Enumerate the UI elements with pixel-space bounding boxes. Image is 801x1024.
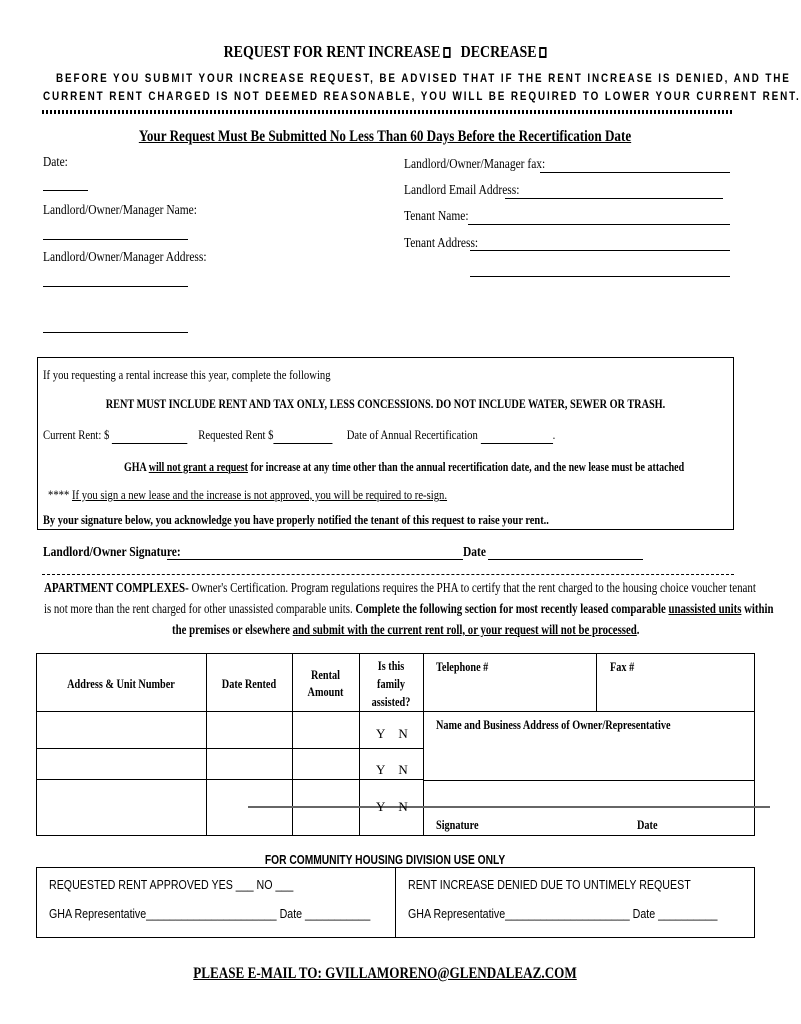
office-use-divider [395,867,396,938]
table-col-divider [423,653,424,836]
col-header-telephone: Telephone # [436,660,489,674]
tenant-name-field[interactable] [468,224,730,225]
email-instruction: PLEASE E-MAIL TO: GVILLAMORENO@GLENDALEAZ.COM [193,965,577,982]
gha-policy: GHA will not grant a request for increase at any time other than the annual recertification date, and the new lease must be attached [124,460,685,474]
landlord-address-field-1[interactable] [43,286,188,287]
gha-rep-right: GHA Representative_____________________ Date __________ [408,906,718,921]
requested-rent-field[interactable] [274,427,333,444]
warning-line-2: CURRENT RENT CHARGED IS NOT DEEMED REASONABLE, YOU WILL BE REQUIRED TO LOWER YOUR CURRENT RENT. [43,91,801,103]
assisted-yn-row-3[interactable]: Y N [376,799,408,814]
landlord-name-field[interactable] [43,239,188,240]
form-title [69,42,700,62]
increase-checkbox[interactable] [443,47,450,58]
recert-date-label: Date of Annual Recertification [346,427,478,442]
stray-line [248,806,770,808]
apartment-line-1: APARTMENT COMPLEXES- Owner's Certification. Program regulations requires the PHA to certify that the rent charged to the housing choice voucher tenant [44,580,756,595]
table-row-divider [36,779,423,780]
title-decrease-text: DECREASE [460,42,537,61]
col-header-date-rented: Date Rented [221,677,277,691]
landlord-address-label: Landlord/Owner/Manager Address: [43,250,207,265]
tenant-name-label: Tenant Name: [404,209,469,224]
requested-rent-label: Requested Rent $ [198,427,274,442]
table-col-divider [292,653,293,836]
landlord-fax-label: Landlord/Owner/Manager fax: [404,157,546,172]
col-header-family-1: Is this [377,659,405,673]
decrease-checkbox[interactable] [539,47,546,58]
landlord-email-label: Landlord Email Address: [404,183,520,198]
apartment-line-3: the premises or elsewhere and submit with the current rent roll, or your request will not be processed. [172,622,640,637]
owner-signature-label: Signature [436,818,479,832]
date-label: Date: [43,155,68,170]
warning-line-1: BEFORE YOU SUBMIT YOUR INCREASE REQUEST, BE ADVISED THAT IF THE RENT INCREASE IS DENIED, AND THE [56,73,791,85]
section-divider [42,574,734,575]
tenant-address-label: Tenant Address: [404,236,479,251]
tenant-address-field-1[interactable] [470,250,730,251]
current-rent-field[interactable] [112,427,187,444]
col-header-fax: Fax # [610,660,635,674]
date-field[interactable] [43,190,88,191]
owner-name-address-label: Name and Business Address of Owner/Representative [436,718,671,732]
approved-line: REQUESTED RENT APPROVED YES ___ NO ___ [49,877,294,892]
col-header-rental-2: Amount [307,685,344,699]
table-row-divider [423,780,755,781]
table-col-divider [596,653,597,711]
landlord-name-label: Landlord/Owner/Manager Name: [43,203,197,218]
gha-rep-left: GHA Representative______________________ Date ___________ [49,906,371,921]
assisted-yn-row-2[interactable]: Y N [376,762,408,777]
dotted-divider [42,110,734,114]
landlord-address-field-2[interactable] [43,332,188,333]
col-header-family-3: assisted? [371,695,411,709]
col-header-address: Address & Unit Number [67,677,175,691]
signature-date-field[interactable] [488,559,643,560]
landlord-signature-label: Landlord/Owner Signature: [43,545,181,560]
signature-date-label: Date [463,545,486,560]
col-header-family-2: family [377,677,405,691]
acknowledgement: By your signature below, you acknowledge you have properly notified the tenant of this request to raise your rent.. [43,512,549,527]
office-use-title: FOR COMMUNITY HOUSING DIVISION USE ONLY [264,853,506,867]
rent-rule: RENT MUST INCLUDE RENT AND TAX ONLY, LESS CONCESSIONS. DO NOT INCLUDE WATER, SEWER OR TRASH. [105,397,666,411]
denied-line: RENT INCREASE DENIED DUE TO UNTIMELY REQUEST [408,877,691,892]
increase-intro: If you requesting a rental increase this year, complete the following [43,367,331,382]
table-col-divider [206,653,207,836]
landlord-email-field[interactable] [505,198,723,199]
current-rent-label: Current Rent: $ [43,427,110,442]
recert-date-field[interactable] [480,427,552,444]
table-col-divider [359,653,360,836]
new-lease-note: **** If you sign a new lease and the increase is not approved, you will be required to re-sign. [48,487,448,502]
title-increase-text: REQUEST FOR RENT INCREASE [223,42,441,61]
col-header-rental-1: Rental [310,668,341,682]
table-row-divider [36,748,423,749]
deadline-notice: Your Request Must Be Submitted No Less Than 60 Days Before the Recertification Date [138,128,632,145]
landlord-fax-field[interactable] [540,172,730,173]
tenant-address-field-2[interactable] [470,276,730,277]
rent-values-row: Current Rent: $ Requested Rent $ Date of Annual Recertification . [43,427,556,442]
assisted-yn-row-1[interactable]: Y N [376,726,408,741]
landlord-signature-field[interactable] [167,559,463,560]
apartment-line-2: is not more than the rent charged for other unassisted comparable units. Complete the following section for most recently leased comparable unassisted units within [44,601,774,616]
owner-date-label: Date [637,818,658,832]
table-row-divider [36,711,755,712]
